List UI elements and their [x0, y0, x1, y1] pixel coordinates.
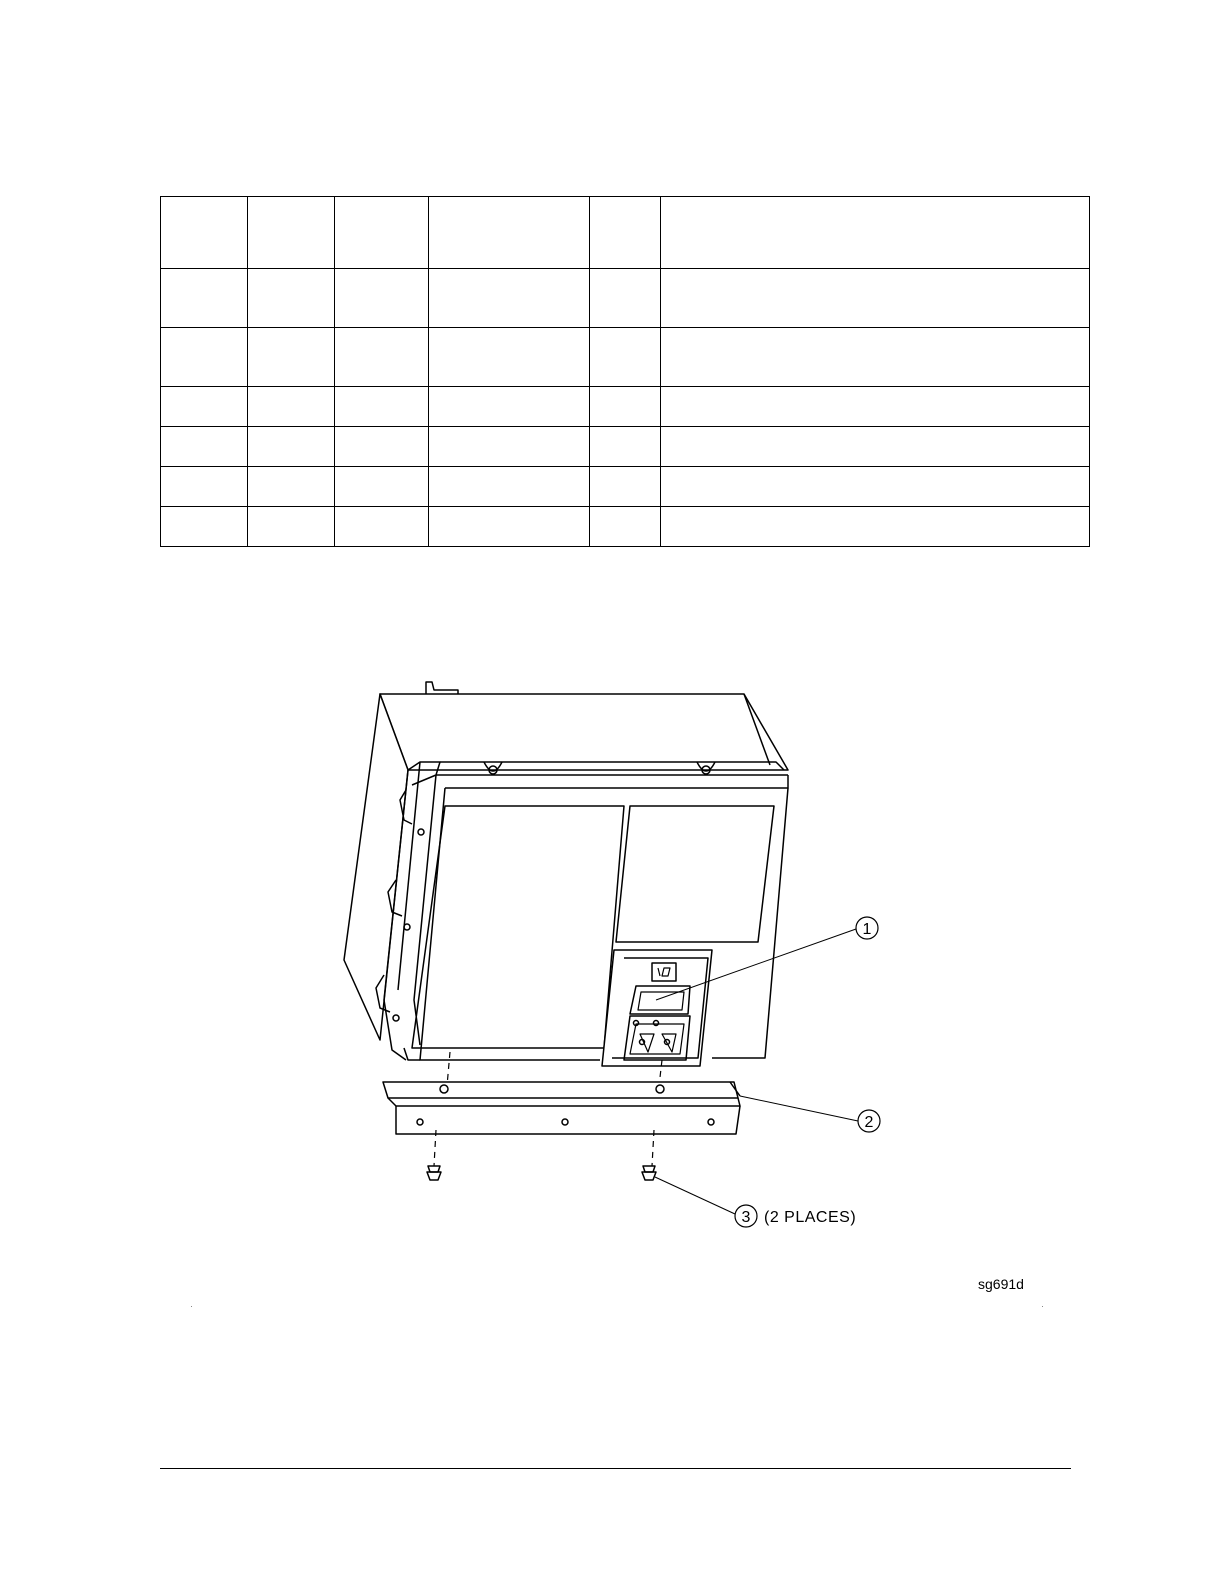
callout-3-number: 3	[741, 1209, 751, 1226]
scan-mark	[1042, 1306, 1043, 1307]
callout-3-note: (2 PLACES)	[764, 1209, 857, 1226]
module-body	[344, 682, 788, 1060]
callout-1	[856, 917, 878, 939]
mounting-bracket	[383, 1082, 740, 1134]
scan-mark	[191, 1306, 192, 1307]
callout-2-number: 2	[864, 1114, 874, 1131]
callout-1-number: 1	[862, 921, 872, 938]
assembly-lines	[434, 1052, 662, 1166]
figure-id: sg691d	[978, 1276, 1024, 1292]
footer-rule	[160, 1468, 1071, 1469]
rear-panel	[404, 775, 788, 1066]
screws	[427, 1166, 656, 1180]
callout-2	[858, 1110, 880, 1132]
callout-3	[735, 1205, 856, 1227]
